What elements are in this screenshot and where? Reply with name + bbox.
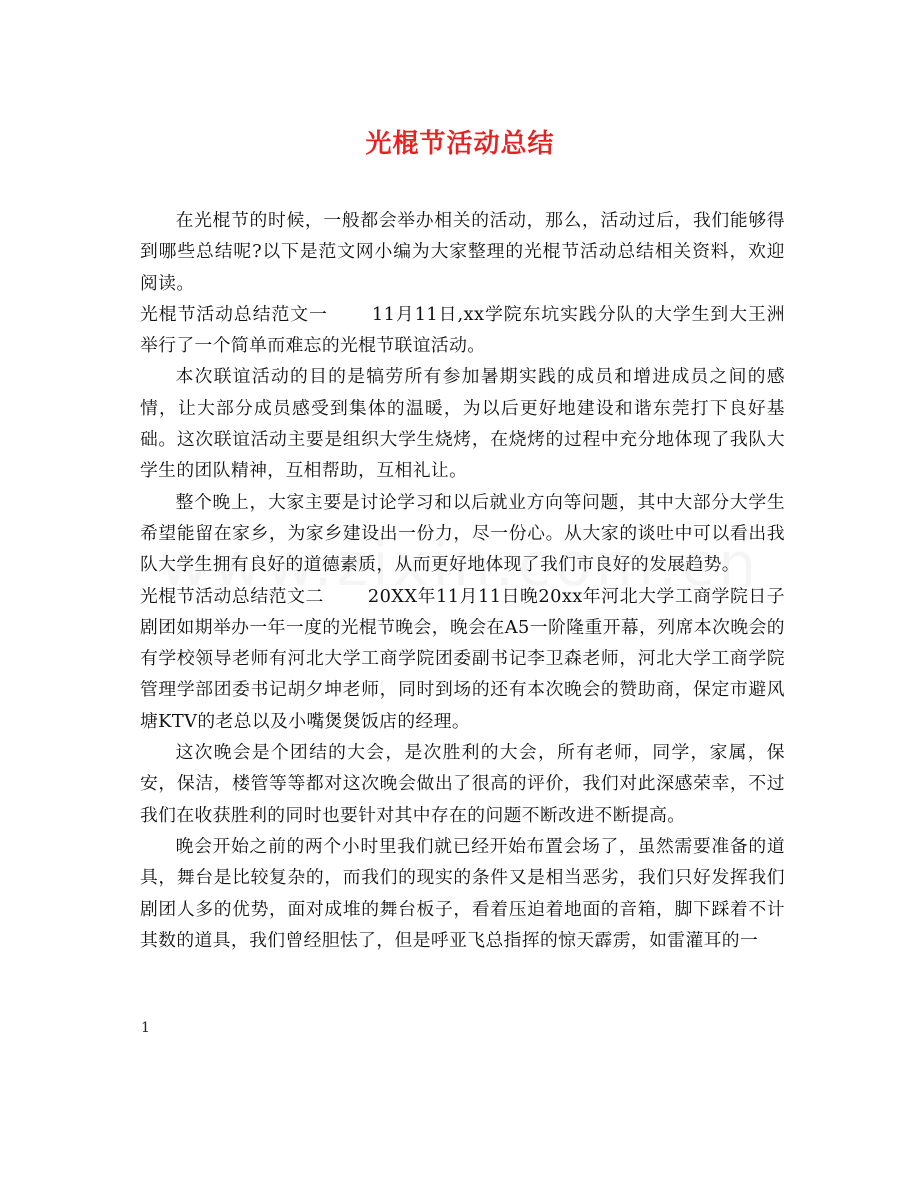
paragraph-sample-two [140,581,785,737]
paragraph-evaluation: 这次晚会是个团结的大会，是次胜利的大会，所有老师，同学，家属，保安，保洁，楼管等等都对这次晚会做出了很高的评价，我们对此深感荣幸，不过我们在收获胜利的同时也要针对其中存在的问题不断改进不断提高。 [140,742,785,826]
sample-two-heading: 光棍节活动总结范文二 [140,585,324,607]
paragraph-preparation: 晚会开始之前的两个小时里我们就已经开始布置会场了，虽然需要准备的道具，舞台是比较复杂的，而我们的现实的条件又是相当恶劣，我们只好发挥我们剧团人多的优势，面对成堆的舞台板子，看着压迫着地面的音箱，脚下踩着不计其数的道具，我们曾经胆怯了，但是呼亚飞总指挥的惊天霹雳，如雷灌耳的一 [140,835,785,951]
sample-one-text: 11月11日,xx学院东坑实践分队的大学生到大王洲举行了一个简单而难忘的光棍节联谊活动。 [140,303,785,357]
paragraph-sample-one [140,299,785,362]
document-title: 光棍节活动总结 [365,129,555,159]
paragraph-purpose: 本次联谊活动的目的是犒劳所有参加暑期实践的成员和增进成员之间的感情，让大部分成员感受到集体的温暖，为以后更好地建设和谐东莞打下良好基础。这次联谊活动主要是组织大学生烧烤，在烧烤的过程中充分地体现了我队大学生的团队精神，互相帮助，互相礼让。 [140,366,785,482]
paragraph-evening: 整个晚上，大家主要是讨论学习和以后就业方向等问题，其中大部分大学生希望能留在家乡，为家乡建设出一份力，尽一份心。从大家的谈吐中可以看出我队大学生拥有良好的道德素质，从而更好地体现了我们市良好的发展趋势。 [140,491,785,576]
document-body [140,205,785,956]
sample-two-text: 20XX年11月11日晚20xx年河北大学工商学院日子剧团如期举办一年一度的光棍节晚会，晚会在A5一阶隆重开幕，列席本次晚会的有学校领导老师有河北大学工商学院团委副书记李卫森老师，河北大学工商学院管理学部团委书记胡夕坤老师，同时到场的还有本次晚会的赞助商，保定市避风塘KTV的老总以及小嘴煲煲饭店的经理。 [140,585,785,732]
sample-one-heading: 光棍节活动总结范文一 [140,303,328,325]
page-number: 1 [141,1020,150,1036]
paragraph-intro: 在光棍节的时候，一般都会举办相关的活动，那么，活动过后，我们能够得到哪些总结呢?以下是范文网小编为大家整理的光棍节活动总结相关资料，欢迎阅读。 [140,210,785,294]
